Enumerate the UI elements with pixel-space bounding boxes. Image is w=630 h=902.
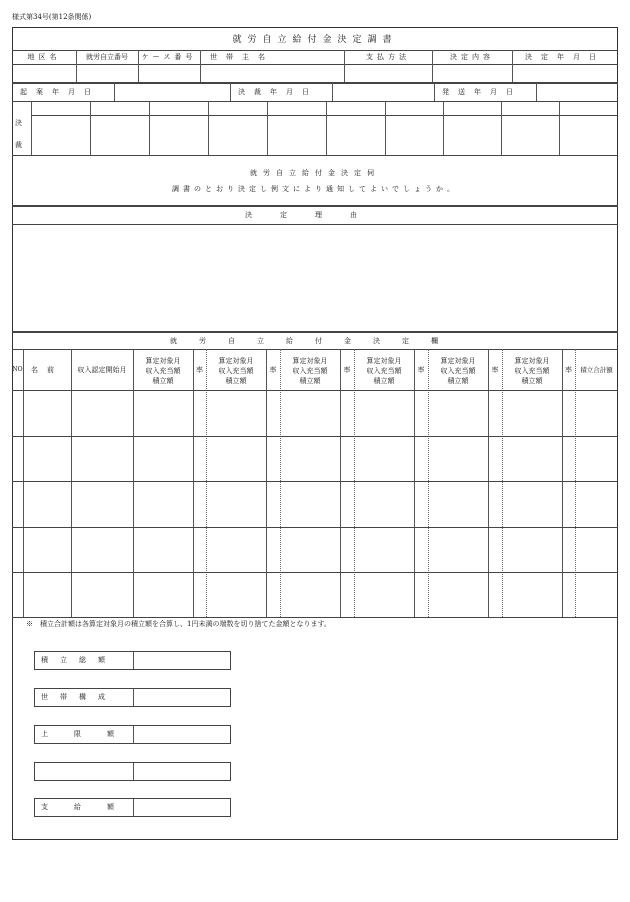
summary-accumulated-total: 積立総額 [34,651,231,670]
label-send-date: 発送年月日 [442,88,522,96]
form-number: 様式第34号(第12条関係) [12,13,92,21]
col-calc-3: 算定対象月 収入充当額 積立額 [292,357,328,385]
label-payment-method: 支払方法 [366,53,410,61]
col-total: 積立合計額 [580,366,613,374]
col-start-month: 収入認定開始月 [77,366,127,374]
col-calc-4: 算定対象月 収入充当額 積立額 [366,357,402,385]
col-rate-4: 率 [417,366,425,374]
inquiry-line1: 就労自立給付金決定伺 [250,169,380,177]
col-rate-5: 率 [491,366,499,374]
label-kessai: 決裁 [15,119,22,149]
col-rate-2: 率 [269,366,277,374]
decision-table-title: 就労自立給付金決定欄 [170,337,460,345]
note-text: ※ 積立合計額は各算定対象月の積立額を合算し、1円未満の端数を切り捨てた金額となります。 [26,620,331,628]
col-calc-6: 算定対象月 収入充当額 積立額 [514,357,550,385]
label-employment-number: 就労自立番号 [86,53,128,61]
label-draft-date: 起案年月日 [20,88,100,96]
summary-payment: 支給額 [34,798,231,817]
form-title: 就労自立給付金決定調書 [232,35,398,45]
col-no: NO [12,366,23,373]
col-rate-6: 率 [565,366,572,374]
col-calc-1: 算定対象月 収入充当額 積立額 [145,357,181,385]
label-district: 地区名 [27,53,61,61]
form-frame [12,27,618,840]
col-rate-3: 率 [343,366,351,374]
reason-label: 決定理由 [245,211,385,219]
col-name: 名前 [31,366,63,374]
summary-blank [34,762,231,781]
summary-upper-limit: 上限額 [34,725,231,744]
label-decision-date: 決定年月日 [525,53,605,61]
col-calc-5: 算定対象月 収入充当額 積立額 [440,357,476,385]
label-decision-content: 決定内容 [450,53,494,61]
summary-household: 世帯構成 [34,688,231,707]
col-rate-1: 率 [196,366,203,374]
label-approval-date: 決裁年月日 [238,88,318,96]
label-case-number: ケース番号 [141,53,197,61]
inquiry-line2: 調書のとおり決定し例文により通知してよいでしょうか。 [172,185,458,193]
col-calc-2: 算定対象月 収入充当額 積立額 [218,357,254,385]
label-householder: 世帯主名 [210,53,274,61]
